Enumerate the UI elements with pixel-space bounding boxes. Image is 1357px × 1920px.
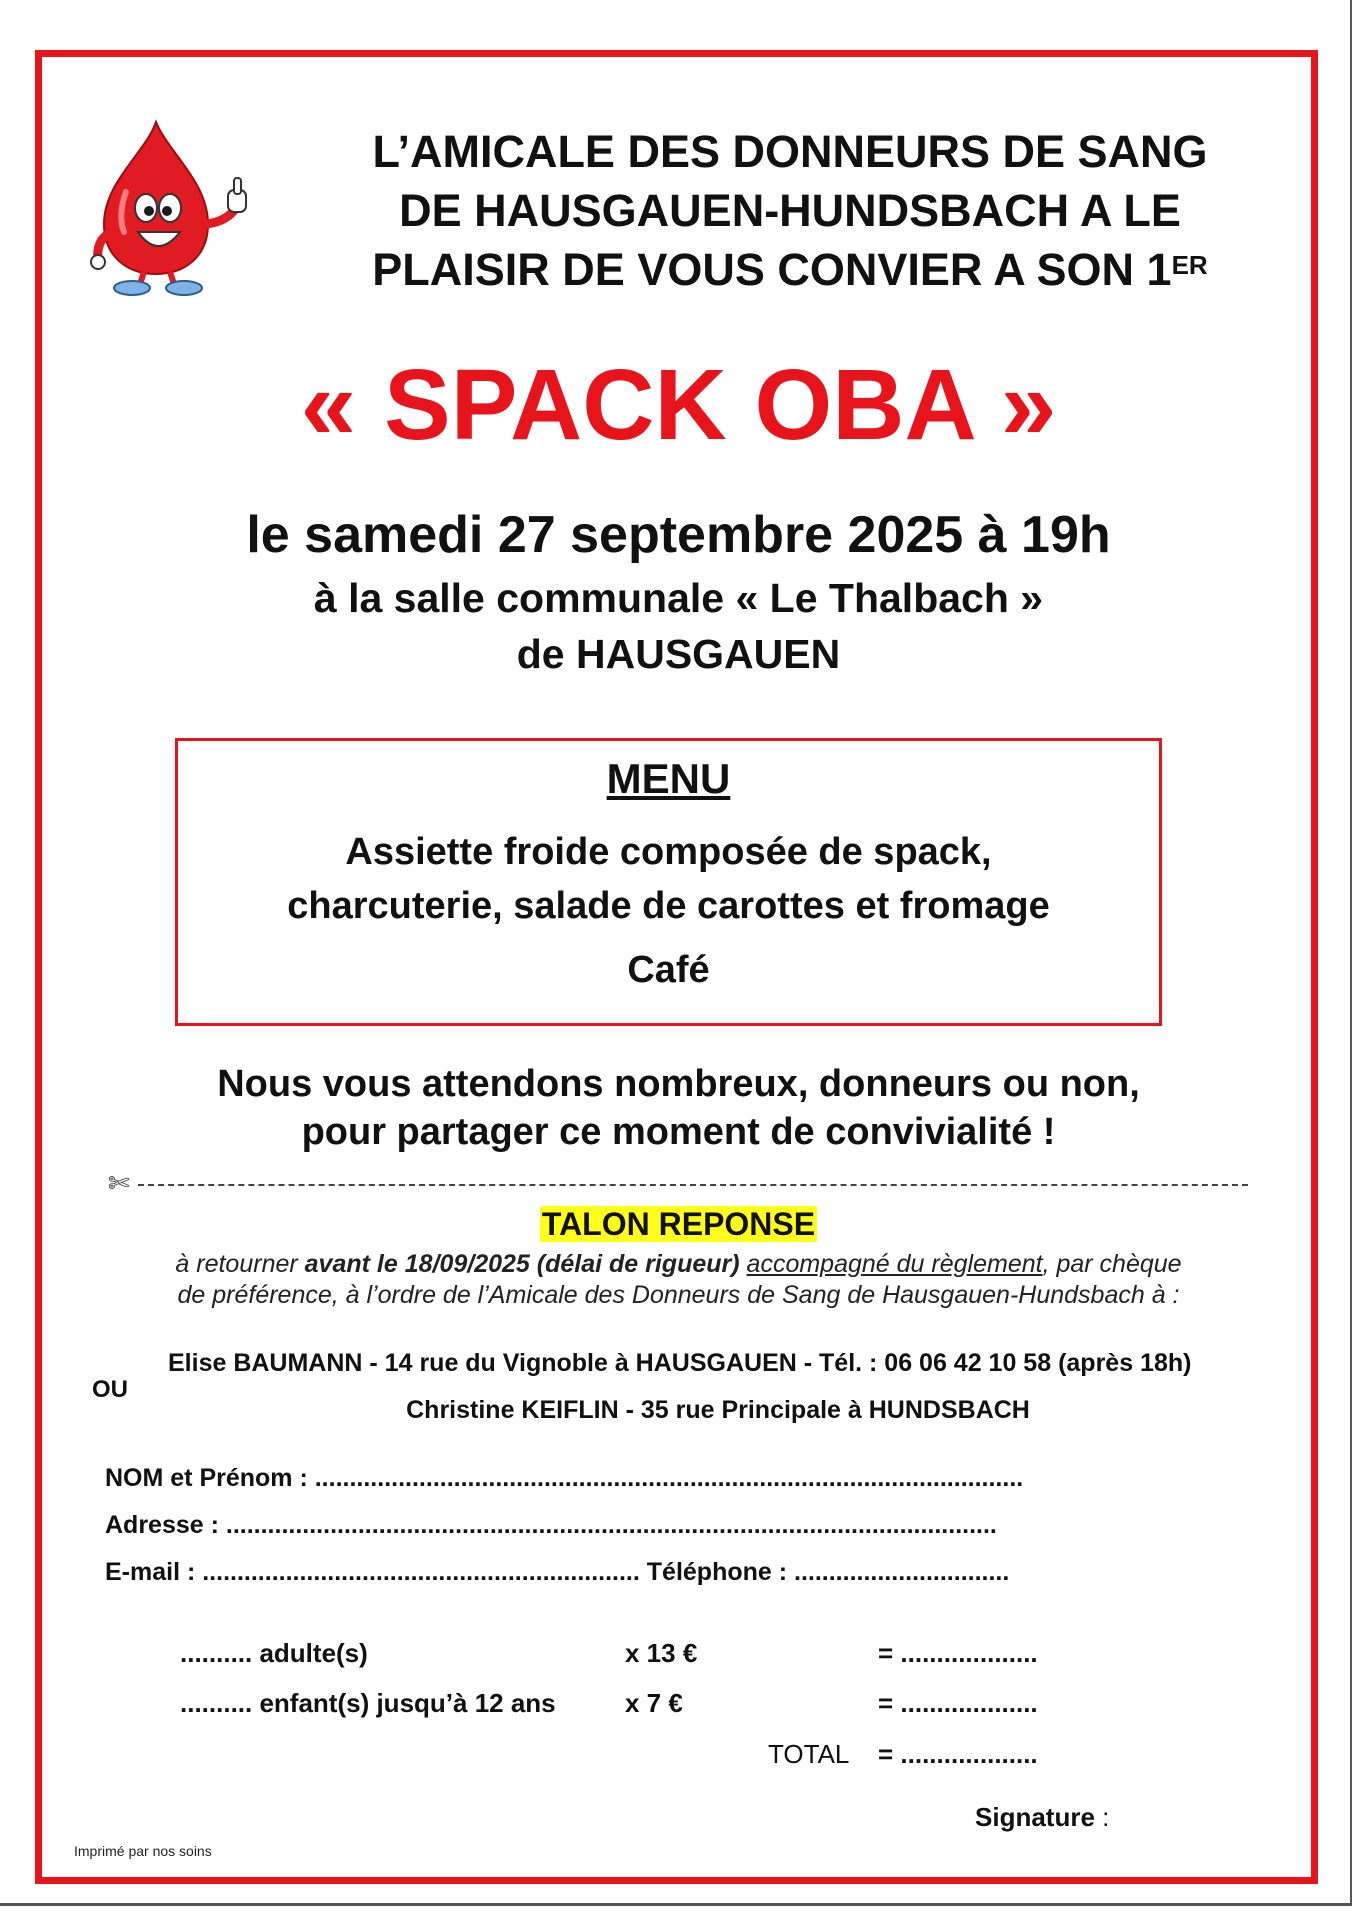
menu-item-plate bbox=[178, 825, 1159, 933]
reply-slip-title-text: TALON REPONSE bbox=[541, 1206, 816, 1242]
address-keiflin: Christine KEIFLIN - 35 rue Principale à HUNDSBACH bbox=[406, 1396, 1030, 1424]
instr-payment: accompagné du règlement bbox=[746, 1250, 1043, 1278]
event-title: « SPACK OBA » bbox=[300, 349, 1057, 461]
header-line-1: L’AMICALE DES DONNEURS DE SANG bbox=[372, 126, 1208, 177]
instr-text-2: , par chèque bbox=[1042, 1250, 1182, 1278]
menu-item-line-1: Assiette froide composée de spack, bbox=[345, 831, 992, 873]
header-line-2: DE HAUSGAUEN-HUNDSBACH A LE bbox=[399, 185, 1181, 236]
venue-line-2: de HAUSGAUEN bbox=[516, 631, 841, 677]
or-label: OU bbox=[92, 1376, 128, 1403]
email-phone-field[interactable]: E-mail : ............................................................... Téléphone : ............................... bbox=[105, 1558, 1010, 1586]
scissors-icon: ✄ bbox=[108, 1168, 130, 1198]
header-ordinal-sup: ER bbox=[1171, 250, 1208, 280]
menu-title: MENU bbox=[606, 755, 731, 802]
organizer-header bbox=[300, 122, 1280, 299]
header-line-3 bbox=[300, 240, 1280, 299]
name-field[interactable]: NOM et Prénom : ...................................................................................................... bbox=[105, 1464, 1024, 1492]
instr-space bbox=[740, 1250, 747, 1278]
instructions-line-1 bbox=[0, 1249, 1357, 1280]
invite-line-2: pour partager ce moment de convivialité ! bbox=[301, 1111, 1056, 1153]
total-label: TOTAL bbox=[768, 1739, 850, 1769]
invitation-text bbox=[0, 1060, 1357, 1156]
child-quantity-field[interactable]: .......... enfant(s) jusqu’à 12 ans bbox=[180, 1688, 556, 1718]
page-edge-bottom bbox=[0, 1903, 1352, 1906]
reply-slip-title bbox=[0, 1204, 1357, 1244]
signature-area[interactable] bbox=[975, 1800, 1109, 1834]
menu-box bbox=[175, 738, 1162, 1026]
printed-note: Imprimé par nos soins bbox=[74, 1843, 212, 1859]
instr-deadline: avant le 18/09/2025 (délai de rigueur) bbox=[304, 1250, 740, 1278]
page-edge-right bbox=[1350, 0, 1352, 1905]
adult-quantity-field[interactable]: .......... adulte(s) bbox=[180, 1638, 368, 1668]
signature-label: Signature bbox=[975, 1802, 1095, 1832]
header-line-3-text: PLAISIR DE VOUS CONVIER A SON 1 bbox=[372, 244, 1172, 295]
grand-total-field[interactable]: = ................... bbox=[878, 1739, 1038, 1769]
address-baumann: Elise BAUMANN - 14 rue du Vignoble à HAUSGAUEN - Tél. : 06 06 42 10 58 (après 18h) bbox=[168, 1349, 1192, 1377]
instr-text: à retourner bbox=[175, 1250, 305, 1278]
adult-total-field[interactable]: = ................... bbox=[878, 1638, 1038, 1668]
dashed-divider bbox=[138, 1184, 1248, 1186]
adult-price: x 13 € bbox=[625, 1638, 698, 1668]
cut-line bbox=[108, 1168, 1248, 1198]
menu-item-cafe: Café bbox=[627, 949, 710, 991]
event-date: le samedi 27 septembre 2025 à 19h bbox=[246, 506, 1111, 564]
event-venue bbox=[0, 570, 1357, 682]
address-field[interactable]: Adresse : ............................................................................................................... bbox=[105, 1511, 997, 1539]
invite-line-1: Nous vous attendons nombreux, donneurs ou non, bbox=[217, 1063, 1140, 1105]
child-price: x 7 € bbox=[625, 1688, 683, 1718]
reply-instructions bbox=[0, 1249, 1357, 1311]
venue-line-1: à la salle communale « Le Thalbach » bbox=[313, 575, 1044, 621]
child-total-field[interactable]: = ................... bbox=[878, 1688, 1038, 1718]
menu-item-line-2: charcuterie, salade de carottes et fromage bbox=[287, 885, 1050, 927]
instructions-line-2: de préférence, à l’ordre de l’Amicale des Donneurs de Sang de Hausgauen-Hundsbach à : bbox=[177, 1281, 1180, 1309]
blood-drop-mascot-icon bbox=[86, 112, 266, 297]
signature-colon: : bbox=[1094, 1802, 1110, 1832]
